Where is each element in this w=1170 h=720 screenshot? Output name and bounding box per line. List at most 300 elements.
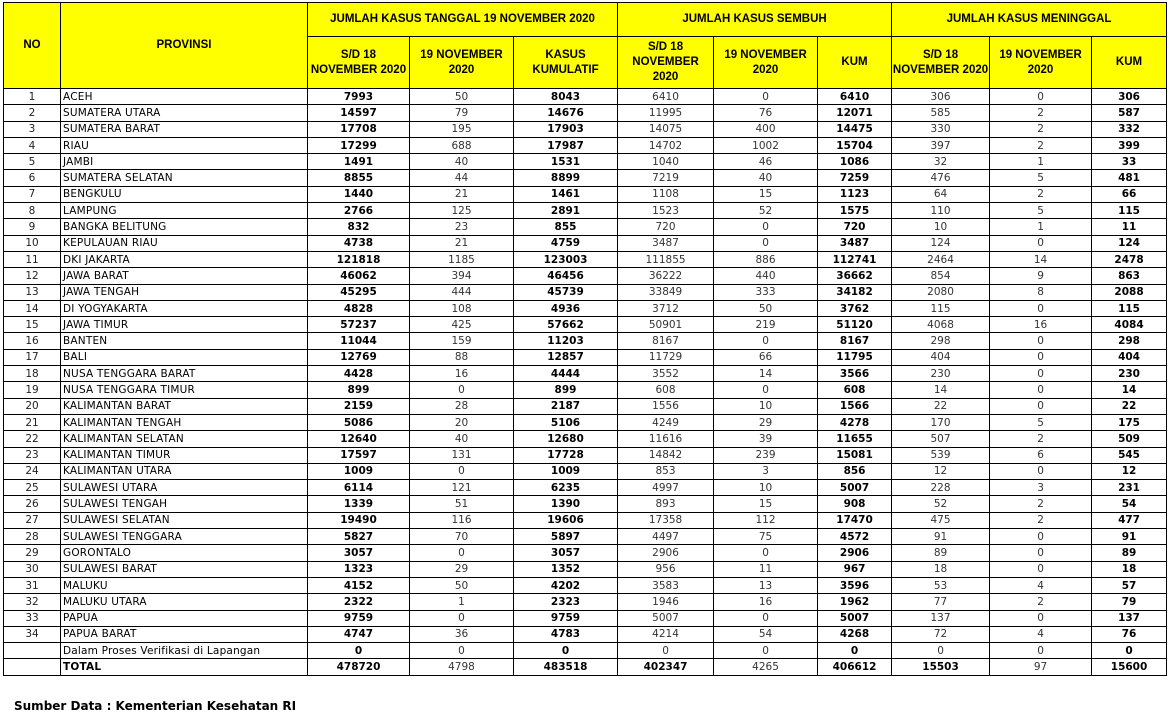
kasus-kumulatif: 483518 [514, 659, 618, 675]
province-name: PAPUA BARAT [61, 626, 308, 642]
meninggal-sd18: 18 [892, 561, 990, 577]
meninggal-kum: 230 [1092, 366, 1167, 382]
sembuh-kum: 15081 [818, 447, 892, 463]
sembuh-19nov: 14 [714, 366, 818, 382]
kasus-kumulatif: 1352 [514, 561, 618, 577]
sembuh-19nov: 0 [714, 219, 818, 235]
meninggal-sd18: 476 [892, 170, 990, 186]
province-name: SUMATERA UTARA [61, 105, 308, 121]
kasus-19nov: 44 [410, 170, 514, 186]
sembuh-kum: 1123 [818, 186, 892, 202]
sembuh-kum: 3596 [818, 577, 892, 593]
sembuh-sd18: 1108 [618, 186, 714, 202]
kasus-kumulatif: 12857 [514, 349, 618, 365]
meninggal-kum: 11 [1092, 219, 1167, 235]
sembuh-kum: 15704 [818, 137, 892, 153]
meninggal-sd18: 230 [892, 366, 990, 382]
kasus-sd18: 45295 [308, 284, 410, 300]
kasus-kumulatif: 17903 [514, 121, 618, 137]
kasus-sd18: 9759 [308, 610, 410, 626]
kasus-sd18: 17708 [308, 121, 410, 137]
meninggal-19nov: 0 [990, 610, 1092, 626]
sembuh-19nov: 440 [714, 268, 818, 284]
province-name: SULAWESI UTARA [61, 480, 308, 496]
sembuh-sd18: 6410 [618, 89, 714, 105]
sembuh-19nov: 0 [714, 545, 818, 561]
sembuh-sd18: 402347 [618, 659, 714, 675]
row-no: 3 [4, 121, 61, 137]
sembuh-19nov: 75 [714, 529, 818, 545]
province-name: NUSA TENGGARA BARAT [61, 366, 308, 382]
kasus-sd18: 899 [308, 382, 410, 398]
sembuh-sd18: 1946 [618, 594, 714, 610]
sembuh-kum: 4278 [818, 414, 892, 430]
meninggal-19nov: 1 [990, 219, 1092, 235]
header-provinsi: PROVINSI [61, 3, 308, 89]
province-name: SUMATERA BARAT [61, 121, 308, 137]
meninggal-kum: 54 [1092, 496, 1167, 512]
row-no: 21 [4, 414, 61, 430]
kasus-kumulatif: 4783 [514, 626, 618, 642]
row-no: 20 [4, 398, 61, 414]
meninggal-sd18: 110 [892, 203, 990, 219]
meninggal-sd18: 330 [892, 121, 990, 137]
kasus-sd18: 1323 [308, 561, 410, 577]
total-row [4, 659, 1167, 675]
row-no: 18 [4, 366, 61, 382]
sembuh-kum: 7259 [818, 170, 892, 186]
meninggal-kum: 15600 [1092, 659, 1167, 675]
kasus-19nov: 394 [410, 268, 514, 284]
sembuh-sd18: 5007 [618, 610, 714, 626]
meninggal-kum: 12 [1092, 463, 1167, 479]
sembuh-sd18: 893 [618, 496, 714, 512]
meninggal-kum: 587 [1092, 105, 1167, 121]
kasus-19nov: 23 [410, 219, 514, 235]
meninggal-sd18: 0 [892, 643, 990, 659]
meninggal-kum: 115 [1092, 300, 1167, 316]
kasus-19nov: 16 [410, 366, 514, 382]
sembuh-kum: 1575 [818, 203, 892, 219]
kasus-19nov: 0 [410, 463, 514, 479]
row-no: 7 [4, 186, 61, 202]
sembuh-kum: 5007 [818, 480, 892, 496]
province-name: JAWA TIMUR [61, 317, 308, 333]
sembuh-kum: 608 [818, 382, 892, 398]
kasus-sd18: 4152 [308, 577, 410, 593]
kasus-sd18: 4747 [308, 626, 410, 642]
sembuh-kum: 2906 [818, 545, 892, 561]
sembuh-sd18: 0 [618, 643, 714, 659]
province-name: Dalam Proses Verifikasi di Lapangan [61, 643, 308, 659]
kasus-sd18: 5827 [308, 529, 410, 545]
meninggal-kum: 545 [1092, 447, 1167, 463]
kasus-19nov: 1185 [410, 251, 514, 267]
sembuh-sd18: 4997 [618, 480, 714, 496]
meninggal-sd18: 64 [892, 186, 990, 202]
kasus-kumulatif: 1531 [514, 154, 618, 170]
sembuh-19nov: 0 [714, 333, 818, 349]
meninggal-19nov: 2 [990, 105, 1092, 121]
province-name: MALUKU UTARA [61, 594, 308, 610]
kasus-sd18: 2159 [308, 398, 410, 414]
row-no: 25 [4, 480, 61, 496]
sembuh-kum: 967 [818, 561, 892, 577]
meninggal-sd18: 53 [892, 577, 990, 593]
row-no: 30 [4, 561, 61, 577]
kasus-sd18: 4738 [308, 235, 410, 251]
kasus-kumulatif: 14676 [514, 105, 618, 121]
sembuh-19nov: 10 [714, 398, 818, 414]
kasus-sd18: 3057 [308, 545, 410, 561]
table-row [4, 137, 1167, 153]
meninggal-19nov: 2 [990, 431, 1092, 447]
sembuh-kum: 34182 [818, 284, 892, 300]
province-name: SULAWESI TENGAH [61, 496, 308, 512]
table-row [4, 480, 1167, 496]
meninggal-19nov: 4 [990, 626, 1092, 642]
row-no: 19 [4, 382, 61, 398]
kasus-sd18: 46062 [308, 268, 410, 284]
kasus-19nov: 50 [410, 577, 514, 593]
kasus-kumulatif: 1390 [514, 496, 618, 512]
row-no: 11 [4, 251, 61, 267]
meninggal-19nov: 8 [990, 284, 1092, 300]
data-source-note: Sumber Data : Kementerian Kesehatan RI [14, 699, 297, 713]
meninggal-19nov: 97 [990, 659, 1092, 675]
sembuh-sd18: 14702 [618, 137, 714, 153]
kasus-kumulatif: 5106 [514, 414, 618, 430]
meninggal-19nov: 3 [990, 480, 1092, 496]
province-name: SUMATERA SELATAN [61, 170, 308, 186]
sembuh-sd18: 720 [618, 219, 714, 235]
sembuh-kum: 11655 [818, 431, 892, 447]
sembuh-kum: 14475 [818, 121, 892, 137]
sembuh-19nov: 0 [714, 643, 818, 659]
table-row [4, 89, 1167, 105]
row-no: 34 [4, 626, 61, 642]
kasus-sd18: 1009 [308, 463, 410, 479]
kasus-kumulatif: 4444 [514, 366, 618, 382]
sembuh-sd18: 1556 [618, 398, 714, 414]
sembuh-19nov: 112 [714, 512, 818, 528]
meninggal-19nov: 1 [990, 154, 1092, 170]
meninggal-19nov: 9 [990, 268, 1092, 284]
kasus-19nov: 20 [410, 414, 514, 430]
sembuh-kum: 406612 [818, 659, 892, 675]
province-name: KALIMANTAN TENGAH [61, 414, 308, 430]
meninggal-19nov: 2 [990, 186, 1092, 202]
kasus-kumulatif: 45739 [514, 284, 618, 300]
kasus-sd18: 19490 [308, 512, 410, 528]
kasus-19nov: 121 [410, 480, 514, 496]
sembuh-19nov: 400 [714, 121, 818, 137]
table-row [4, 594, 1167, 610]
kasus-kumulatif: 8899 [514, 170, 618, 186]
kasus-19nov: 21 [410, 186, 514, 202]
meninggal-kum: 124 [1092, 235, 1167, 251]
province-name: KALIMANTAN SELATAN [61, 431, 308, 447]
header-group-kasus: JUMLAH KASUS TANGGAL 19 NOVEMBER 2020 [308, 3, 618, 37]
table-row [4, 382, 1167, 398]
meninggal-19nov: 0 [990, 643, 1092, 659]
province-name: BENGKULU [61, 186, 308, 202]
row-no: 27 [4, 512, 61, 528]
kasus-19nov: 1 [410, 594, 514, 610]
sembuh-19nov: 40 [714, 170, 818, 186]
kasus-kumulatif: 2323 [514, 594, 618, 610]
header-sembuh-19: 19 NOVEMBER 2020 [714, 37, 818, 89]
sembuh-19nov: 11 [714, 561, 818, 577]
sembuh-sd18: 8167 [618, 333, 714, 349]
meninggal-kum: 89 [1092, 545, 1167, 561]
province-name: KALIMANTAN UTARA [61, 463, 308, 479]
table-row [4, 268, 1167, 284]
meninggal-kum: 115 [1092, 203, 1167, 219]
meninggal-19nov: 0 [990, 333, 1092, 349]
province-name: JAWA TENGAH [61, 284, 308, 300]
row-no: 10 [4, 235, 61, 251]
province-name: TOTAL [61, 659, 308, 675]
header-kasus-sd: S/D 18 NOVEMBER 2020 [308, 37, 410, 89]
row-no: 17 [4, 349, 61, 365]
sembuh-kum: 8167 [818, 333, 892, 349]
meninggal-sd18: 306 [892, 89, 990, 105]
meninggal-sd18: 32 [892, 154, 990, 170]
table-row [4, 414, 1167, 430]
kasus-kumulatif: 5897 [514, 529, 618, 545]
kasus-sd18: 14597 [308, 105, 410, 121]
kasus-kumulatif: 899 [514, 382, 618, 398]
kasus-kumulatif: 1009 [514, 463, 618, 479]
sembuh-sd18: 3552 [618, 366, 714, 382]
covid-case-table-sheet [3, 2, 1167, 676]
sembuh-sd18: 608 [618, 382, 714, 398]
meninggal-kum: 18 [1092, 561, 1167, 577]
kasus-kumulatif: 17987 [514, 137, 618, 153]
header-meninggal-sd: S/D 18 NOVEMBER 2020 [892, 37, 990, 89]
sembuh-kum: 12071 [818, 105, 892, 121]
sembuh-19nov: 13 [714, 577, 818, 593]
meninggal-19nov: 0 [990, 561, 1092, 577]
kasus-19nov: 688 [410, 137, 514, 153]
kasus-sd18: 4828 [308, 300, 410, 316]
kasus-kumulatif: 3057 [514, 545, 618, 561]
sembuh-19nov: 50 [714, 300, 818, 316]
sembuh-sd18: 111855 [618, 251, 714, 267]
meninggal-sd18: 115 [892, 300, 990, 316]
kasus-sd18: 2766 [308, 203, 410, 219]
sembuh-kum: 856 [818, 463, 892, 479]
sembuh-19nov: 15 [714, 186, 818, 202]
sembuh-kum: 3487 [818, 235, 892, 251]
table-header [4, 3, 1167, 89]
meninggal-sd18: 10 [892, 219, 990, 235]
kasus-sd18: 11044 [308, 333, 410, 349]
kasus-19nov: 108 [410, 300, 514, 316]
header-group-meninggal: JUMLAH KASUS MENINGGAL [892, 3, 1167, 37]
kasus-sd18: 832 [308, 219, 410, 235]
row-no [4, 643, 61, 659]
sembuh-19nov: 333 [714, 284, 818, 300]
meninggal-19nov: 6 [990, 447, 1092, 463]
meninggal-sd18: 475 [892, 512, 990, 528]
table-row [4, 512, 1167, 528]
row-no: 31 [4, 577, 61, 593]
kasus-kumulatif: 6235 [514, 480, 618, 496]
meninggal-kum: 2088 [1092, 284, 1167, 300]
kasus-kumulatif: 57662 [514, 317, 618, 333]
header-group-sembuh: JUMLAH KASUS SEMBUH [618, 3, 892, 37]
row-no: 29 [4, 545, 61, 561]
kasus-19nov: 4798 [410, 659, 514, 675]
province-name: BALI [61, 349, 308, 365]
sembuh-kum: 0 [818, 643, 892, 659]
meninggal-19nov: 0 [990, 463, 1092, 479]
row-no [4, 659, 61, 675]
kasus-19nov: 125 [410, 203, 514, 219]
table-row [4, 463, 1167, 479]
kasus-19nov: 0 [410, 382, 514, 398]
row-no: 28 [4, 529, 61, 545]
sembuh-19nov: 29 [714, 414, 818, 430]
table-row [4, 219, 1167, 235]
province-name: SULAWESI BARAT [61, 561, 308, 577]
row-no: 32 [4, 594, 61, 610]
sembuh-kum: 4572 [818, 529, 892, 545]
sembuh-19nov: 10 [714, 480, 818, 496]
province-name: ACEH [61, 89, 308, 105]
sembuh-sd18: 11729 [618, 349, 714, 365]
sembuh-19nov: 54 [714, 626, 818, 642]
sembuh-19nov: 66 [714, 349, 818, 365]
meninggal-kum: 76 [1092, 626, 1167, 642]
kasus-19nov: 40 [410, 154, 514, 170]
sembuh-19nov: 1002 [714, 137, 818, 153]
kasus-kumulatif: 2891 [514, 203, 618, 219]
kasus-sd18: 1339 [308, 496, 410, 512]
row-no: 1 [4, 89, 61, 105]
meninggal-kum: 4084 [1092, 317, 1167, 333]
sembuh-kum: 908 [818, 496, 892, 512]
row-no: 16 [4, 333, 61, 349]
table-row [4, 447, 1167, 463]
kasus-kumulatif: 12680 [514, 431, 618, 447]
table-row [4, 529, 1167, 545]
province-name: DKI JAKARTA [61, 251, 308, 267]
province-name: JAWA BARAT [61, 268, 308, 284]
sembuh-sd18: 50901 [618, 317, 714, 333]
sembuh-19nov: 46 [714, 154, 818, 170]
sembuh-sd18: 11995 [618, 105, 714, 121]
meninggal-kum: 91 [1092, 529, 1167, 545]
kasus-sd18: 7993 [308, 89, 410, 105]
meninggal-sd18: 91 [892, 529, 990, 545]
meninggal-19nov: 0 [990, 529, 1092, 545]
table-row [4, 203, 1167, 219]
province-name: SULAWESI SELATAN [61, 512, 308, 528]
sembuh-sd18: 33849 [618, 284, 714, 300]
kasus-kumulatif: 8043 [514, 89, 618, 105]
row-no: 9 [4, 219, 61, 235]
kasus-kumulatif: 4202 [514, 577, 618, 593]
province-name: RIAU [61, 137, 308, 153]
sembuh-kum: 1566 [818, 398, 892, 414]
table-row [4, 545, 1167, 561]
kasus-19nov: 21 [410, 235, 514, 251]
table-row [4, 349, 1167, 365]
meninggal-sd18: 2464 [892, 251, 990, 267]
meninggal-19nov: 0 [990, 89, 1092, 105]
meninggal-sd18: 170 [892, 414, 990, 430]
sembuh-19nov: 16 [714, 594, 818, 610]
sembuh-sd18: 14842 [618, 447, 714, 463]
sembuh-19nov: 76 [714, 105, 818, 121]
sembuh-19nov: 4265 [714, 659, 818, 675]
kasus-19nov: 29 [410, 561, 514, 577]
meninggal-kum: 22 [1092, 398, 1167, 414]
meninggal-kum: 332 [1092, 121, 1167, 137]
sembuh-sd18: 3712 [618, 300, 714, 316]
meninggal-sd18: 507 [892, 431, 990, 447]
meninggal-sd18: 4068 [892, 317, 990, 333]
meninggal-sd18: 22 [892, 398, 990, 414]
row-no: 8 [4, 203, 61, 219]
sembuh-sd18: 1040 [618, 154, 714, 170]
table-row [4, 186, 1167, 202]
table-row [4, 317, 1167, 333]
table-row [4, 300, 1167, 316]
kasus-kumulatif: 4759 [514, 235, 618, 251]
meninggal-kum: 14 [1092, 382, 1167, 398]
meninggal-kum: 33 [1092, 154, 1167, 170]
row-no: 33 [4, 610, 61, 626]
kasus-kumulatif: 4936 [514, 300, 618, 316]
row-no: 23 [4, 447, 61, 463]
sembuh-19nov: 0 [714, 610, 818, 626]
meninggal-19nov: 2 [990, 512, 1092, 528]
sembuh-kum: 1962 [818, 594, 892, 610]
sembuh-sd18: 853 [618, 463, 714, 479]
kasus-19nov: 0 [410, 545, 514, 561]
table-row [4, 251, 1167, 267]
sembuh-sd18: 7219 [618, 170, 714, 186]
kasus-19nov: 116 [410, 512, 514, 528]
meninggal-kum: 175 [1092, 414, 1167, 430]
kasus-sd18: 12640 [308, 431, 410, 447]
kasus-sd18: 12769 [308, 349, 410, 365]
sembuh-sd18: 1523 [618, 203, 714, 219]
kasus-sd18: 1491 [308, 154, 410, 170]
sembuh-sd18: 4249 [618, 414, 714, 430]
sembuh-sd18: 4214 [618, 626, 714, 642]
table-row [4, 121, 1167, 137]
kasus-19nov: 79 [410, 105, 514, 121]
sembuh-kum: 1086 [818, 154, 892, 170]
sembuh-sd18: 2906 [618, 545, 714, 561]
table-row [4, 398, 1167, 414]
meninggal-sd18: 298 [892, 333, 990, 349]
meninggal-sd18: 77 [892, 594, 990, 610]
kasus-19nov: 70 [410, 529, 514, 545]
kasus-kumulatif: 46456 [514, 268, 618, 284]
table-row [4, 431, 1167, 447]
row-no: 26 [4, 496, 61, 512]
table-row [4, 333, 1167, 349]
row-no: 4 [4, 137, 61, 153]
meninggal-19nov: 0 [990, 235, 1092, 251]
province-name: KALIMANTAN TIMUR [61, 447, 308, 463]
